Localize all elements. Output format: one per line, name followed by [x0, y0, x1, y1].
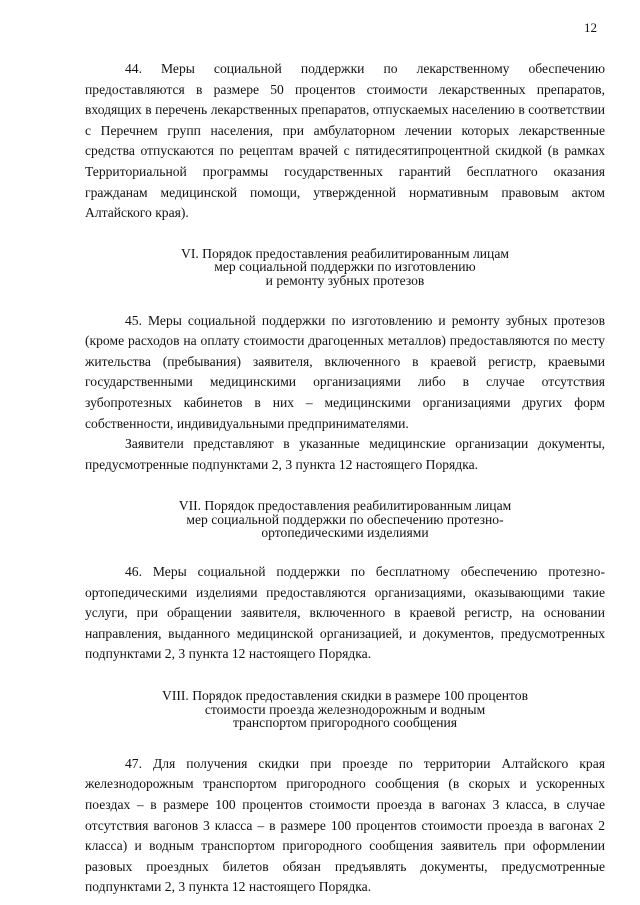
page-number: 12	[584, 20, 597, 35]
paragraph-45: 45. Меры социальной поддержки по изготовлению и ремонту зубных протезов (кроме расходов на оплату стоимости драгоценных металлов) предоставляются по месту жительства (пребывания) заявителя, включенного в краевой регистр, краевыми государственными медицинскими организациями либо в случае отсутствия зубопротезных кабинетов в них – медицинскими организациями других форм собственности, индивидуальными предпринимателями.	[85, 312, 605, 431]
section-heading-7	[85, 499, 605, 540]
section-heading-8	[85, 689, 605, 730]
section-heading-6	[85, 247, 605, 288]
section-heading-line: VII. Порядок предоставления реабилитированным лицам	[178, 498, 512, 514]
section-heading-line: мер социальной поддержки по изготовлению	[214, 259, 476, 275]
paragraph-45-continuation: Заявители представляют в указанные медицинские организации документы, предусмотренные подпунктами 2, 3 пункта 12 настоящего Порядка.	[85, 436, 605, 472]
paragraph-44: 44. Меры социальной поддержки по лекарственному обеспечению предоставляются в размере 50 процентов стоимости лекарственных препаратов, входящих в перечень лекарственных препаратов, отпускаемых населению в соответствии с Перечнем групп населения, при амбулаторном лечении которых лекарственные средства отпускаются по рецептам врачей с пятидесятипроцентной скидкой (в рамках Территориальной программы государственных гарантий бесплатного оказания гражданам медицинской помощи, утвержденной нормативным правовым актом Алтайского края).	[85, 61, 605, 221]
section-heading-line: VIII. Порядок предоставления скидки в размере 100 процентов	[162, 688, 528, 704]
document-body	[85, 59, 605, 898]
section-heading-line: стоимости проезда железнодорожным и водным	[204, 701, 486, 717]
section-heading-line: и ремонту зубных протезов	[265, 272, 425, 288]
section-heading-line: ортопедическими изделиями	[261, 525, 429, 541]
paragraph-46: 46. Меры социальной поддержки по бесплатному обеспечению протезно-ортопедическими изделиями предоставляются организациями, оказывающими такие услуги, при обращении заявителя, включенного в краевой регистр, на основании направления, выданного медицинской организацией, и документов, предусмотренных подпунктами 2, 3 пункта 12 настоящего Порядка.	[85, 564, 605, 662]
paragraph-47: 47. Для получения скидки при проезде по территории Алтайского края железнодорожным транспортом пригородного сообщения (в скорых и ускоренных поездах – в размере 100 процентов стоимости проезда в вагонах 3 класса, в случае отсутствия вагонов 3 класса – в размере 100 процентов стоимости проезда в вагонах 2 класса) и водным транспортом пригородного сообщения заявитель при оформлении разовых проездных билетов обязан предъявлять документы, предусмотренные подпунктами 2, 3 пункта 12 настоящего Порядка.	[85, 755, 605, 895]
section-heading-line: транспортом пригородного сообщения	[232, 715, 458, 731]
section-heading-line: VI. Порядок предоставления реабилитированным лицам	[181, 245, 509, 261]
section-heading-line: мер социальной поддержки по обеспечению протезно-	[186, 511, 504, 527]
